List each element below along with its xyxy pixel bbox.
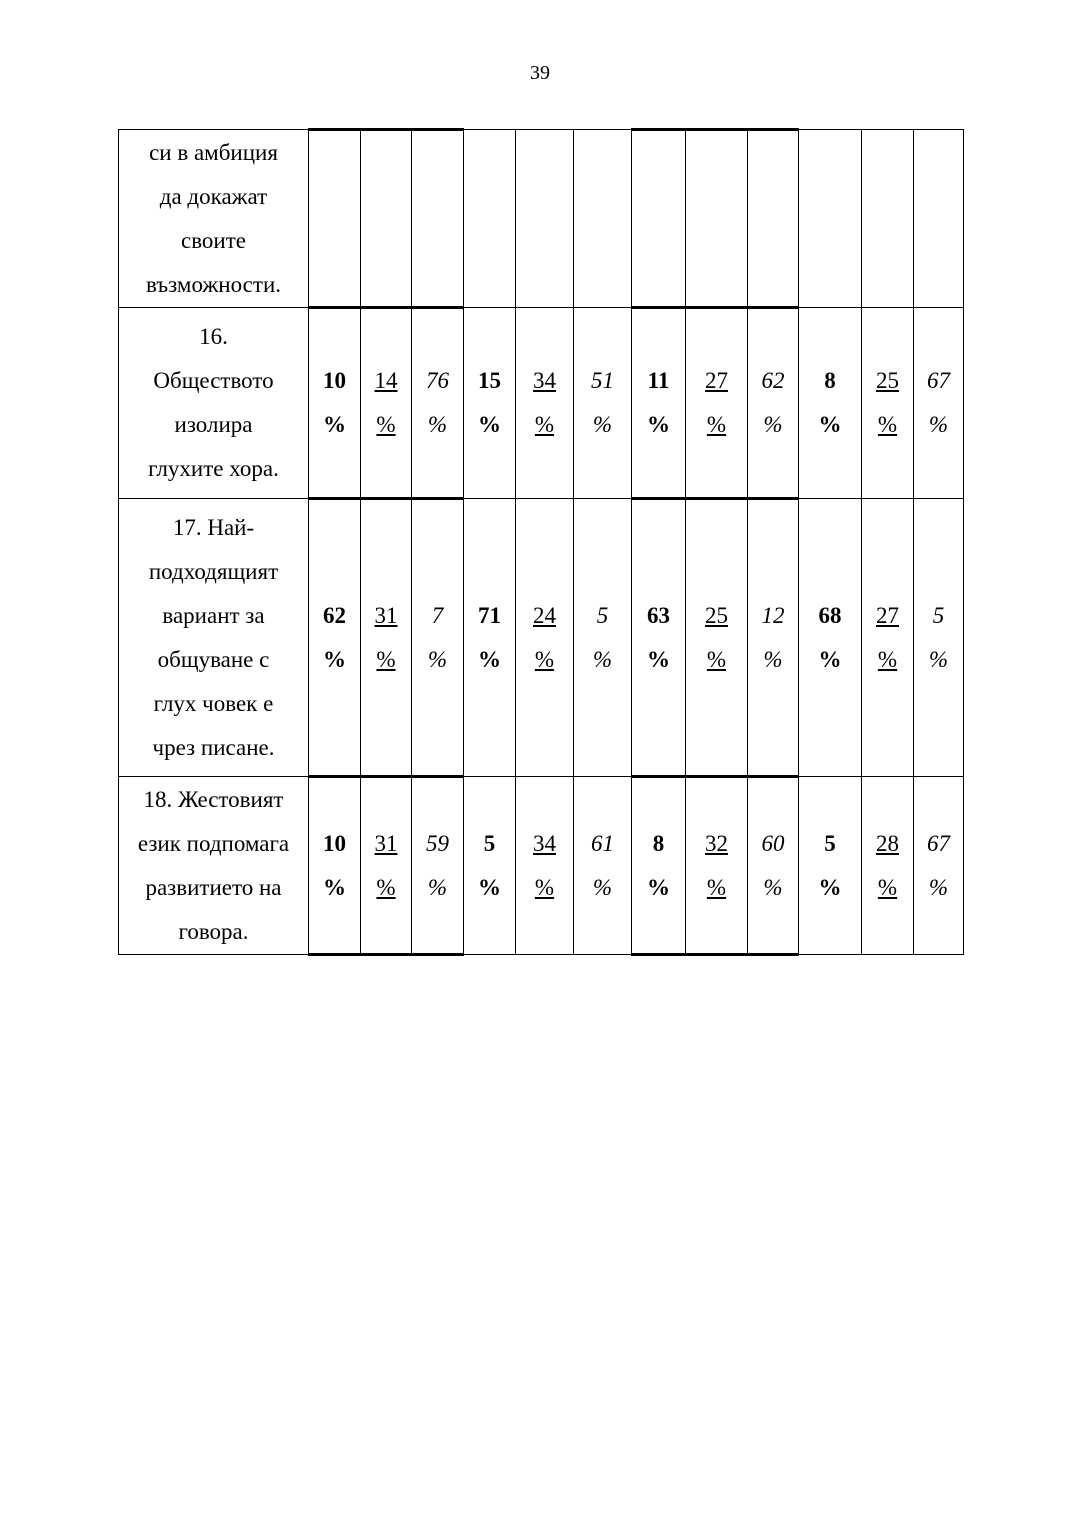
value-cell	[686, 308, 748, 499]
value-cell	[799, 499, 862, 777]
value-cell	[632, 130, 686, 308]
percent-value: 12	[761, 602, 785, 628]
percent-value: 8	[652, 830, 665, 856]
percent-value: 10	[323, 830, 346, 856]
statement-line: изолира	[174, 412, 253, 437]
value-cell	[914, 308, 964, 499]
percent-sign: %	[647, 646, 670, 672]
percent-value: 5	[596, 602, 609, 628]
value-cell	[412, 499, 464, 777]
percent-value: 68	[818, 602, 842, 628]
statement-line: глух човек е	[153, 690, 274, 716]
percent-sign: %	[592, 874, 613, 900]
percent-value: 25	[705, 602, 728, 628]
percent-sign: %	[592, 412, 613, 437]
value-cell	[686, 130, 748, 308]
percent-value: 59	[426, 830, 449, 856]
value-cell	[574, 777, 632, 955]
page-number: 39	[530, 62, 550, 84]
percent-sign: %	[706, 646, 727, 672]
percent-value: 25	[876, 368, 899, 393]
percent-sign: %	[323, 646, 346, 672]
percent-sign: %	[592, 646, 613, 672]
percent-sign: %	[323, 412, 346, 437]
percent-value: 71	[478, 602, 501, 628]
percent-value: 5	[824, 830, 836, 856]
percent-value: 63	[647, 602, 670, 628]
value-cell	[361, 308, 412, 499]
value-cell	[309, 130, 361, 308]
percent-sign: %	[478, 646, 501, 672]
value-cell	[862, 777, 914, 955]
value-cell	[464, 308, 516, 499]
value-cell	[632, 308, 686, 499]
statement-cell	[119, 499, 309, 777]
statement-line: глухите хора.	[148, 456, 279, 481]
percent-value: 8	[824, 368, 836, 393]
statement-cell	[119, 130, 309, 308]
statement-line: чрез писане.	[152, 734, 275, 760]
percent-sign: %	[376, 874, 396, 900]
value-cell	[914, 130, 964, 308]
statement-line: подходящият	[148, 558, 279, 584]
percent-sign: %	[763, 874, 783, 900]
percent-sign: %	[818, 874, 842, 900]
percent-sign: %	[647, 412, 670, 437]
value-cell	[516, 308, 574, 499]
value-cell	[516, 499, 574, 777]
percent-sign: %	[376, 412, 396, 437]
percent-value: 7	[431, 602, 444, 628]
value-cell	[361, 130, 412, 308]
percent-sign: %	[534, 412, 555, 437]
value-cell	[686, 499, 748, 777]
percent-value: 28	[876, 830, 899, 856]
value-cell	[862, 308, 914, 499]
percent-sign: %	[647, 874, 670, 900]
percent-sign: %	[427, 646, 448, 672]
percent-sign: %	[478, 412, 501, 437]
table-row	[119, 130, 964, 308]
statement-line: говора.	[178, 918, 249, 944]
value-cell	[862, 130, 914, 308]
value-cell	[361, 777, 412, 955]
value-cell	[862, 499, 914, 777]
percent-value: 10	[323, 368, 346, 393]
percent-value: 27	[876, 602, 899, 628]
statement-line: 18. Жестовият	[143, 786, 284, 812]
value-cell	[574, 130, 632, 308]
value-cell	[686, 777, 748, 955]
percent-value: 51	[591, 368, 614, 393]
value-cell	[309, 777, 361, 955]
percent-value: 62	[761, 368, 785, 393]
value-cell	[309, 499, 361, 777]
statement-cell	[119, 308, 309, 499]
value-cell	[464, 777, 516, 955]
percent-sign: %	[877, 874, 898, 900]
value-cell	[748, 499, 799, 777]
value-cell	[799, 130, 862, 308]
percent-value: 31	[374, 830, 398, 856]
percent-value: 24	[533, 602, 556, 628]
value-cell	[799, 777, 862, 955]
statement-line: 16.	[199, 324, 228, 349]
value-cell	[309, 308, 361, 499]
statement-line: 17. Най-	[172, 514, 255, 540]
percent-sign: %	[928, 874, 949, 900]
percent-value: 34	[533, 830, 556, 856]
table-row	[119, 499, 964, 777]
percent-value: 27	[705, 368, 728, 393]
value-cell	[516, 130, 574, 308]
value-cell	[799, 308, 862, 499]
percent-sign: %	[534, 874, 555, 900]
percent-value: 34	[533, 368, 556, 393]
value-cell	[914, 777, 964, 955]
statement-line: общуване с	[157, 646, 270, 672]
value-cell	[574, 499, 632, 777]
statement-line: възможности.	[145, 271, 281, 297]
percent-sign: %	[706, 874, 727, 900]
percent-sign: %	[928, 646, 949, 672]
value-cell	[361, 499, 412, 777]
percent-sign: %	[763, 646, 783, 672]
statement-line: език подпомага	[137, 830, 290, 856]
table-row	[119, 777, 964, 955]
percent-value: 61	[591, 830, 614, 856]
percent-value: 67	[927, 368, 950, 393]
percent-sign: %	[763, 412, 783, 437]
value-cell	[574, 308, 632, 499]
value-cell	[412, 308, 464, 499]
statement-line: своите	[181, 227, 246, 253]
statement-line: Обществото	[153, 368, 274, 393]
percent-sign: %	[376, 646, 396, 672]
value-cell	[412, 130, 464, 308]
percent-value: 31	[374, 602, 398, 628]
table-row	[119, 308, 964, 499]
value-cell	[464, 130, 516, 308]
statement-cell	[119, 777, 309, 955]
percent-value: 32	[705, 830, 728, 856]
statement-line: вариант за	[162, 602, 265, 628]
percent-sign: %	[706, 412, 727, 437]
percent-sign: %	[928, 412, 949, 437]
statement-line: развитието на	[145, 874, 282, 900]
percent-sign: %	[478, 874, 501, 900]
value-cell	[412, 777, 464, 955]
survey-results-table	[118, 128, 964, 956]
statement-line: си в амбиция	[149, 139, 278, 165]
percent-sign: %	[877, 646, 898, 672]
value-cell	[748, 130, 799, 308]
percent-sign: %	[534, 646, 555, 672]
value-cell	[748, 777, 799, 955]
percent-sign: %	[818, 412, 842, 437]
value-cell	[914, 499, 964, 777]
percent-value: 60	[761, 830, 785, 856]
percent-value: 11	[647, 368, 670, 393]
percent-value: 67	[927, 830, 950, 856]
percent-sign: %	[323, 874, 346, 900]
percent-value: 5	[483, 830, 496, 856]
percent-value: 14	[374, 368, 398, 393]
percent-value: 62	[323, 602, 346, 628]
statement-line: да докажат	[159, 183, 268, 209]
percent-sign: %	[427, 412, 448, 437]
percent-value: 5	[932, 602, 945, 628]
percent-sign: %	[427, 874, 448, 900]
value-cell	[748, 308, 799, 499]
value-cell	[632, 777, 686, 955]
value-cell	[464, 499, 516, 777]
percent-value: 15	[478, 368, 501, 393]
value-cell	[632, 499, 686, 777]
percent-sign: %	[877, 412, 898, 437]
value-cell	[516, 777, 574, 955]
percent-value: 76	[426, 368, 449, 393]
percent-sign: %	[818, 646, 842, 672]
